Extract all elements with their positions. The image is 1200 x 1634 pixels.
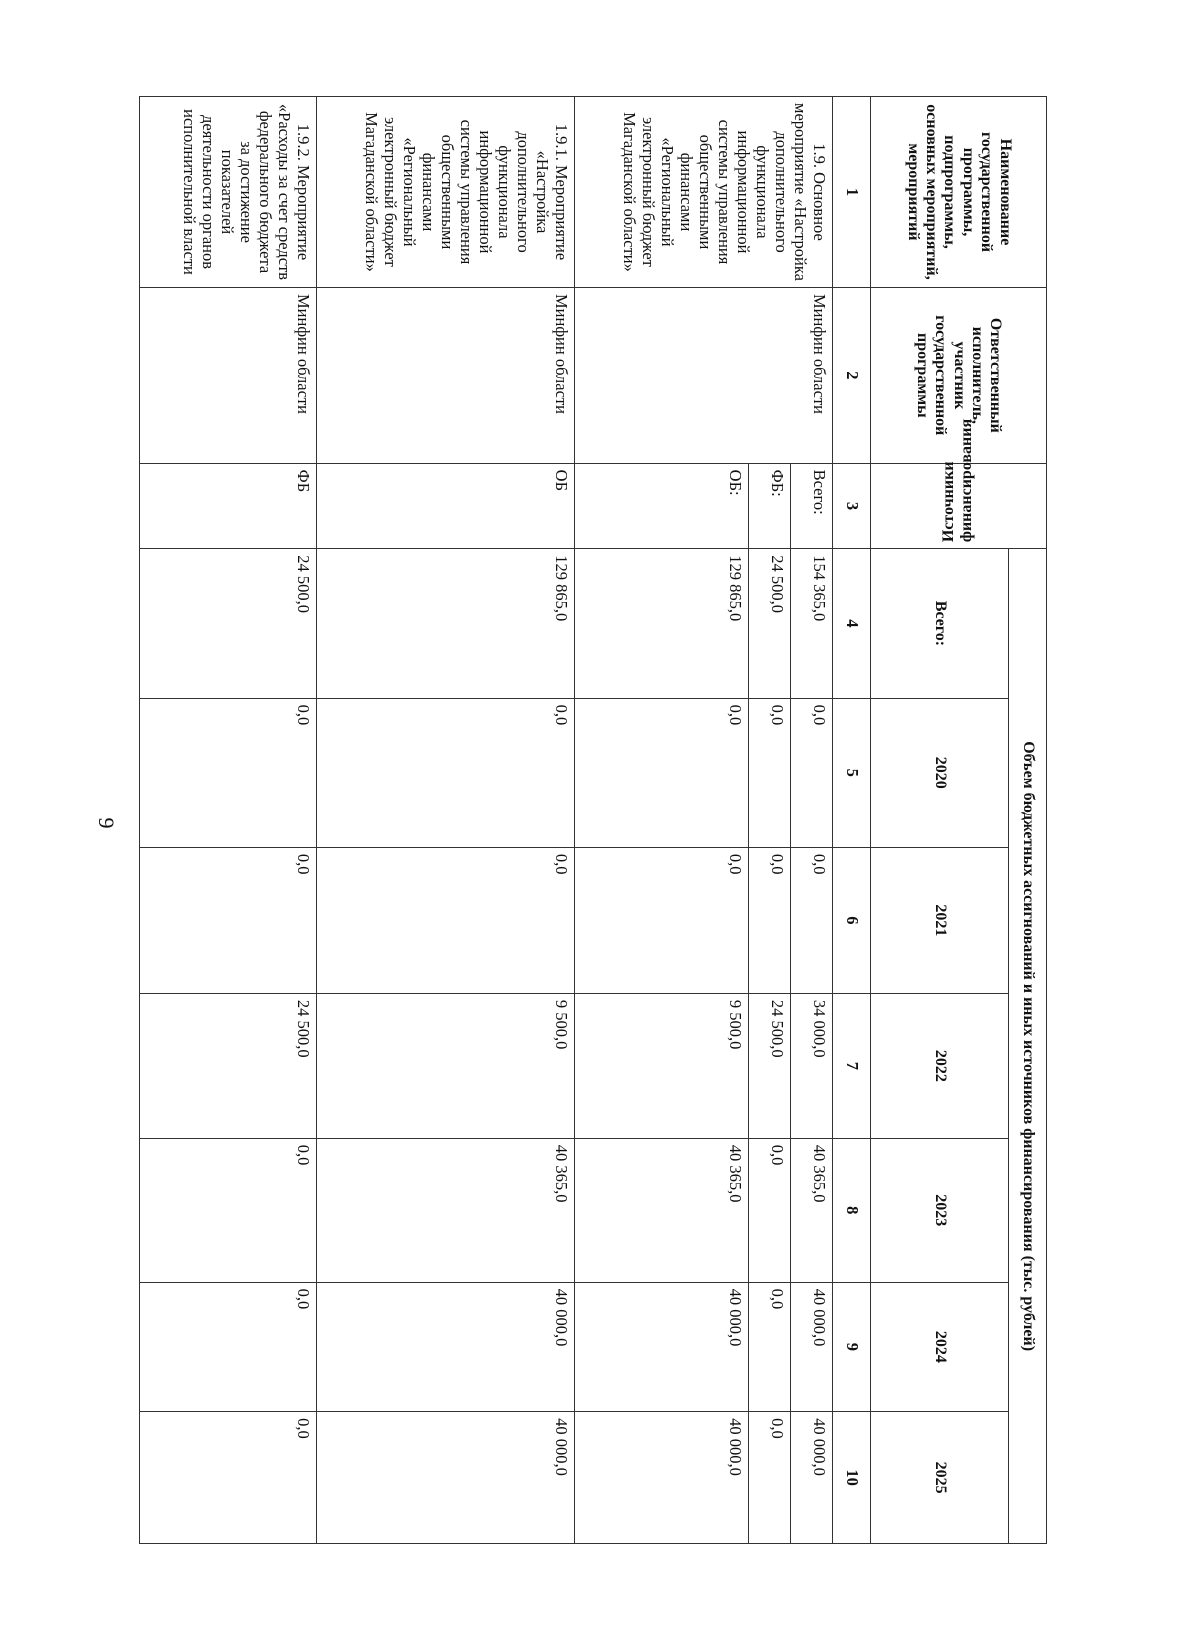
row-value: 34 000,0 [791, 993, 833, 1138]
row-name: 1.9.1. Мероприятие «Настройка дополнительного функционала информационной системы управления общественными финансами «Региональный электронный бюджет Магаданской области» [317, 97, 575, 288]
row-value: 0,0 [749, 698, 791, 847]
row-value: 0,0 [749, 1282, 791, 1412]
column-number-row [833, 97, 871, 1544]
column-number: 7 [833, 993, 871, 1138]
row-value: 0,0 [749, 1412, 791, 1544]
row-value: 24 500,0 [140, 549, 317, 698]
header-row [1009, 97, 1047, 1544]
row-value: 24 500,0 [140, 993, 317, 1138]
column-number: 10 [833, 1412, 871, 1544]
column-number: 1 [833, 97, 871, 288]
column-number: 9 [833, 1282, 871, 1412]
row-value: 9 500,0 [575, 993, 749, 1138]
column-number: 3 [833, 463, 871, 549]
budget-table-sheet [140, 96, 1047, 1544]
row-value: 129 865,0 [575, 549, 749, 698]
header-year: 2022 [871, 993, 1009, 1138]
row-value: 40 365,0 [317, 1138, 575, 1282]
row-value: 0,0 [317, 698, 575, 847]
row-value: 0,0 [140, 1282, 317, 1412]
row-value: 0,0 [575, 698, 749, 847]
column-number: 6 [833, 847, 871, 993]
row-value: 0,0 [317, 847, 575, 993]
row-value: 0,0 [140, 847, 317, 993]
table-row [140, 97, 317, 1544]
row-value: 24 500,0 [749, 993, 791, 1138]
row-value: 40 000,0 [575, 1412, 749, 1544]
row-source: ОБ [317, 463, 575, 549]
header-year: 2021 [871, 847, 1009, 993]
header-col1: Наименование государственной программы, подпрограммы, основных мероприятий, мероприятий [871, 97, 1047, 288]
header-funding-group: Объем бюджетных ассигнований и иных источников финансирования (тыс. рублей) [1009, 549, 1047, 1544]
row-value: 40 000,0 [791, 1412, 833, 1544]
row-value: 40 000,0 [575, 1282, 749, 1412]
budget-table [139, 96, 1047, 1544]
row-value: 0,0 [140, 698, 317, 847]
row-value: 40 000,0 [317, 1412, 575, 1544]
row-value: 0,0 [749, 1138, 791, 1282]
row-value: 40 365,0 [575, 1138, 749, 1282]
header-year: 2020 [871, 698, 1009, 847]
row-source: ФБ: [749, 463, 791, 549]
header-col3: Источники финансирования [871, 463, 1047, 549]
row-value: 0,0 [140, 1138, 317, 1282]
column-number: 5 [833, 698, 871, 847]
row-name: 1.9.2. Мероприятие «Расходы за счет средств федерального бюджета за достижение показателей деятельности органов исполнительной власти [140, 97, 317, 288]
row-name: 1.9. Основное мероприятие «Настройка дополнительного функционала информационной системы управления общественными финансами «Региональный электронный бюджет Магаданской области» [575, 97, 833, 288]
table-row [317, 97, 575, 1544]
row-responsible: Минфин области [140, 288, 317, 464]
header-year: 2024 [871, 1282, 1009, 1412]
header-col2: Ответственный исполнитель, участник государственной программы [871, 288, 1047, 464]
row-responsible: Минфин области [575, 288, 833, 464]
row-source: Всего: [791, 463, 833, 549]
header-year: 2023 [871, 1138, 1009, 1282]
header-year: Всего: [871, 549, 1009, 698]
row-value: 40 000,0 [791, 1282, 833, 1412]
row-value: 0,0 [575, 847, 749, 993]
row-value: 0,0 [791, 847, 833, 993]
column-number: 4 [833, 549, 871, 698]
row-responsible: Минфин области [317, 288, 575, 464]
column-number: 2 [833, 288, 871, 464]
page-number: 9 [94, 817, 119, 829]
row-value: 24 500,0 [749, 549, 791, 698]
row-value: 0,0 [140, 1412, 317, 1544]
row-value: 40 000,0 [317, 1282, 575, 1412]
row-value: 40 365,0 [791, 1138, 833, 1282]
row-value: 154 365,0 [791, 549, 833, 698]
table-row [791, 97, 833, 1544]
row-value: 129 865,0 [317, 549, 575, 698]
row-source: ОБ: [575, 463, 749, 549]
row-value: 9 500,0 [317, 993, 575, 1138]
row-source: ФБ [140, 463, 317, 549]
row-value: 0,0 [749, 847, 791, 993]
header-year: 2025 [871, 1412, 1009, 1544]
column-number: 8 [833, 1138, 871, 1282]
row-value: 0,0 [791, 698, 833, 847]
